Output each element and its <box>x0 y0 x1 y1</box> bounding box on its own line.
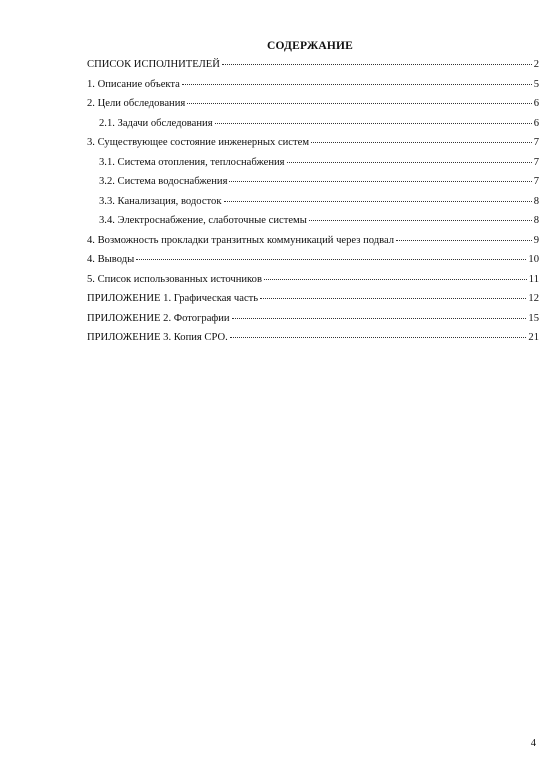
toc-entry-label: 2.1. Задачи обследования <box>99 117 213 129</box>
table-of-contents <box>87 59 539 352</box>
dot-leader <box>224 201 532 202</box>
toc-entry-page: 7 <box>533 137 539 148</box>
toc-entry-label: 1. Описание объекта <box>87 78 180 90</box>
dot-leader <box>187 103 531 104</box>
dot-leader <box>311 142 532 143</box>
toc-entry-page: 6 <box>533 117 539 129</box>
toc-entry-page: 15 <box>528 312 539 324</box>
toc-entry-page: 11 <box>528 273 539 285</box>
dot-leader <box>222 64 532 65</box>
toc-entry-label: 3.2. Система водоснабжения <box>99 176 228 187</box>
dot-leader <box>264 279 527 280</box>
toc-entry-label: 3.4. Электроснабжение, слаботочные системы <box>99 215 307 226</box>
toc-entry-label: ПРИЛОЖЕНИЕ 2. Фотографии <box>87 312 230 324</box>
toc-entry-page: 8 <box>533 215 539 226</box>
toc-entry[interactable] <box>87 235 539 255</box>
toc-entry-page: 10 <box>528 254 539 265</box>
toc-entry-page: 7 <box>533 156 539 168</box>
page-number: 4 <box>530 738 536 749</box>
toc-entry-label: СПИСОК ИСПОЛНИТЕЛЕЙ <box>87 59 220 70</box>
dot-leader <box>260 298 526 299</box>
toc-subentry[interactable] <box>87 118 539 138</box>
toc-entry-page: 8 <box>533 195 539 207</box>
toc-entry-label: 3.1. Система отопления, теплоснабжения <box>99 156 285 168</box>
dot-leader <box>136 259 526 260</box>
toc-entry-label: 4. Возможность прокладки транзитных коммуникаций через подвал <box>87 234 395 246</box>
toc-entry[interactable] <box>87 293 539 313</box>
toc-entry-label: ПРИЛОЖЕНИЕ 1. Графическая часть <box>87 293 259 304</box>
toc-entry-label: 3.3. Канализация, водосток <box>99 195 222 207</box>
toc-entry-page: 12 <box>528 293 539 304</box>
toc-entry-label: 3. Существующее состояние инженерных систем <box>87 137 310 148</box>
dot-leader <box>215 123 532 124</box>
toc-subentry[interactable] <box>87 196 539 216</box>
toc-entry-page: 7 <box>533 176 539 187</box>
toc-entry[interactable] <box>87 332 539 352</box>
toc-subentry[interactable] <box>87 176 539 196</box>
toc-entry-page: 2 <box>533 59 539 70</box>
toc-title: СОДЕРЖАНИЕ <box>266 40 354 52</box>
dot-leader <box>287 162 532 163</box>
toc-entry-page: 6 <box>533 98 539 109</box>
toc-entry[interactable] <box>87 313 539 333</box>
toc-entry[interactable] <box>87 59 539 79</box>
toc-subentry[interactable] <box>87 157 539 177</box>
toc-entry[interactable] <box>87 254 539 274</box>
toc-entry-page: 5 <box>533 78 539 90</box>
dot-leader <box>232 318 527 319</box>
dot-leader <box>309 220 532 221</box>
toc-entry-label: 5. Список использованных источников <box>87 273 262 285</box>
toc-entry[interactable] <box>87 79 539 99</box>
toc-entry[interactable] <box>87 274 539 294</box>
toc-entry-page: 21 <box>528 332 539 343</box>
toc-entry-label: 2. Цели обследования <box>87 98 186 109</box>
toc-entry[interactable] <box>87 137 539 157</box>
dot-leader <box>229 181 531 182</box>
toc-subentry[interactable] <box>87 215 539 235</box>
dot-leader <box>396 240 532 241</box>
toc-entry-label: 4. Выводы <box>87 254 135 265</box>
dot-leader <box>182 84 532 85</box>
toc-entry-page: 9 <box>533 234 539 246</box>
toc-entry[interactable] <box>87 98 539 118</box>
dot-leader <box>230 337 527 338</box>
toc-entry-label: ПРИЛОЖЕНИЕ 3. Копия СРО. <box>87 332 228 343</box>
